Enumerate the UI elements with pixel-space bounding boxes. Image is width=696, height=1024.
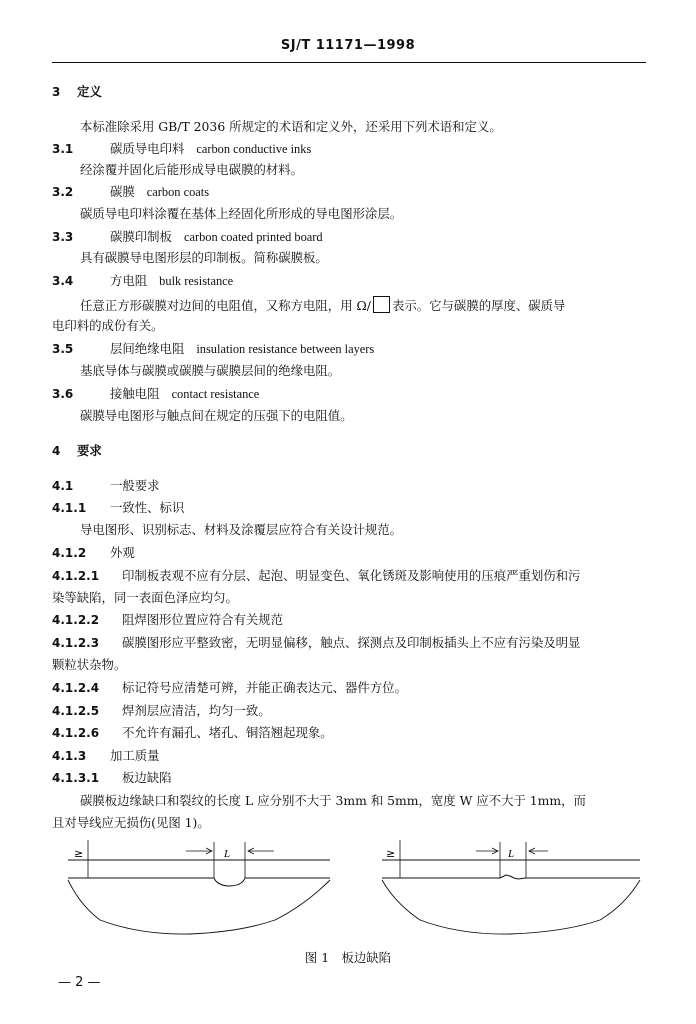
- clause-number: 4.1: [52, 479, 74, 493]
- clause-number: 3.4: [52, 274, 74, 288]
- clause-text: 不允许有漏孔、堵孔、铜箔翘起现象。: [122, 725, 333, 740]
- clause-number: 3.3: [52, 230, 74, 244]
- term-cn: 接触电阻: [110, 386, 160, 401]
- clause-text: 印制板表观不应有分层、起泡、明显变色、氧化锈斑及影响使用的压痕严重划伤和污: [122, 568, 581, 583]
- clause-title: 一般要求: [110, 478, 160, 493]
- notch-outline: [214, 878, 245, 886]
- clause-4-1-3-1-body: 碳膜板边缘缺口和裂纹的长度 L 应分别不大于 3mm 和 5mm，宽度 W 应不大于 1mm，而: [80, 793, 586, 808]
- clause-number: 4.1.2: [52, 546, 87, 560]
- definition-3-5: 基底导体与碳膜或碳膜与碳膜层间的绝缘电阻。: [80, 363, 341, 378]
- figure-label: L: [224, 848, 231, 860]
- section-number: 3: [52, 85, 61, 99]
- term-cn: 碳膜: [110, 184, 135, 199]
- clause-number: 4.1.2.1: [52, 569, 100, 583]
- section-title: 要求: [77, 443, 102, 458]
- term-en: carbon conductive inks: [196, 142, 312, 156]
- section-title: 定义: [77, 84, 102, 99]
- clause-number: 4.1.1: [52, 501, 87, 515]
- figure-label: ≥: [386, 847, 396, 860]
- section-3-intro: 本标准除采用 GB/T 2036 所规定的术语和定义外，还采用下列术语和定义。: [80, 119, 502, 134]
- figure-label: L: [508, 848, 515, 860]
- clause-title: 加工质量: [110, 748, 160, 763]
- definition-3-1: 经涂覆并固化后能形成导电碳膜的材料。: [80, 162, 304, 177]
- term-cn: 方电阻: [110, 273, 148, 288]
- clause-number: 4.1.2.3: [52, 636, 100, 650]
- clause-number: 3.1: [52, 142, 74, 156]
- definition-3-6: 碳膜导电图形与触点间在规定的压强下的电阻值。: [80, 408, 353, 423]
- definition-part: 表示。它与碳膜的厚度、碳质导: [391, 298, 566, 313]
- definition-3-2: 碳质导电印料涂覆在基体上经固化所形成的导电图形涂层。: [80, 206, 403, 221]
- clause-text: 标记符号应清楚可辨，并能正确表达元、器件方位。: [122, 680, 407, 695]
- clause-4-1-3-1-cont: 且对导线应无损伤(见图 1)。: [52, 815, 210, 830]
- clause-text: 焊剂层应清洁，均匀一致。: [122, 703, 271, 718]
- definition-part: 任意正方形碳膜对边间的电阻值，又称方电阻，用 Ω/: [80, 298, 371, 313]
- clause-number: 4.1.2.5: [52, 704, 100, 718]
- clause-4-1-2-3-cont: 颗粒状杂物。: [52, 657, 127, 672]
- figure-caption: 图 1 板边缺陷: [304, 950, 392, 965]
- clause-text: 阻焊图形位置应符合有关规范: [122, 612, 284, 627]
- figure-left-notch: [68, 840, 330, 934]
- clause-number: 3.5: [52, 342, 74, 356]
- clause-4-1-2-1-cont: 染等缺陷，同一表面色泽应均匀。: [52, 590, 238, 605]
- term-en: insulation resistance between layers: [196, 342, 375, 356]
- definition-3-3: 具有碳膜导电图形层的印制板。简称碳膜板。: [80, 250, 328, 265]
- clause-4-1-1-body: 导电图形、识别标志、材料及涂覆层应符合有关设计规范。: [80, 522, 403, 537]
- page-number: — 2 —: [58, 975, 101, 990]
- definition-3-4-cont: 电印料的成份有关。: [52, 318, 164, 333]
- figure-label: ≥: [74, 847, 84, 860]
- term-cn: 层间绝缘电阻: [110, 341, 185, 356]
- section-number: 4: [52, 444, 61, 458]
- clause-number: 4.1.3: [52, 749, 87, 763]
- clause-number: 3.2: [52, 185, 74, 199]
- clause-title: 板边缺陷: [122, 770, 172, 785]
- clause-number: 4.1.2.2: [52, 613, 100, 627]
- clause-number: 4.1.2.6: [52, 726, 100, 740]
- clause-text: 碳膜图形应平整致密，无明显偏移，触点、探测点及印制板插头上不应有污染及明显: [122, 635, 581, 650]
- clause-number: 4.1.3.1: [52, 771, 100, 785]
- break-line: [382, 880, 640, 934]
- clause-number: 3.6: [52, 387, 74, 401]
- term-en: carbon coats: [146, 185, 210, 199]
- term-cn: 碳质导电印料: [110, 141, 185, 156]
- term-en: bulk resistance: [159, 274, 234, 288]
- clause-number: 4.1.2.4: [52, 681, 100, 695]
- clause-title: 一致性、标识: [110, 500, 185, 515]
- term-en: carbon coated printed board: [183, 230, 323, 244]
- term-en: contact resistance: [171, 387, 260, 401]
- page-header: SJ/T 11171—1998: [280, 38, 416, 53]
- crack-outline: [500, 875, 526, 879]
- break-line: [68, 880, 330, 934]
- term-cn: 碳膜印制板: [110, 229, 172, 244]
- clause-title: 外观: [110, 545, 135, 560]
